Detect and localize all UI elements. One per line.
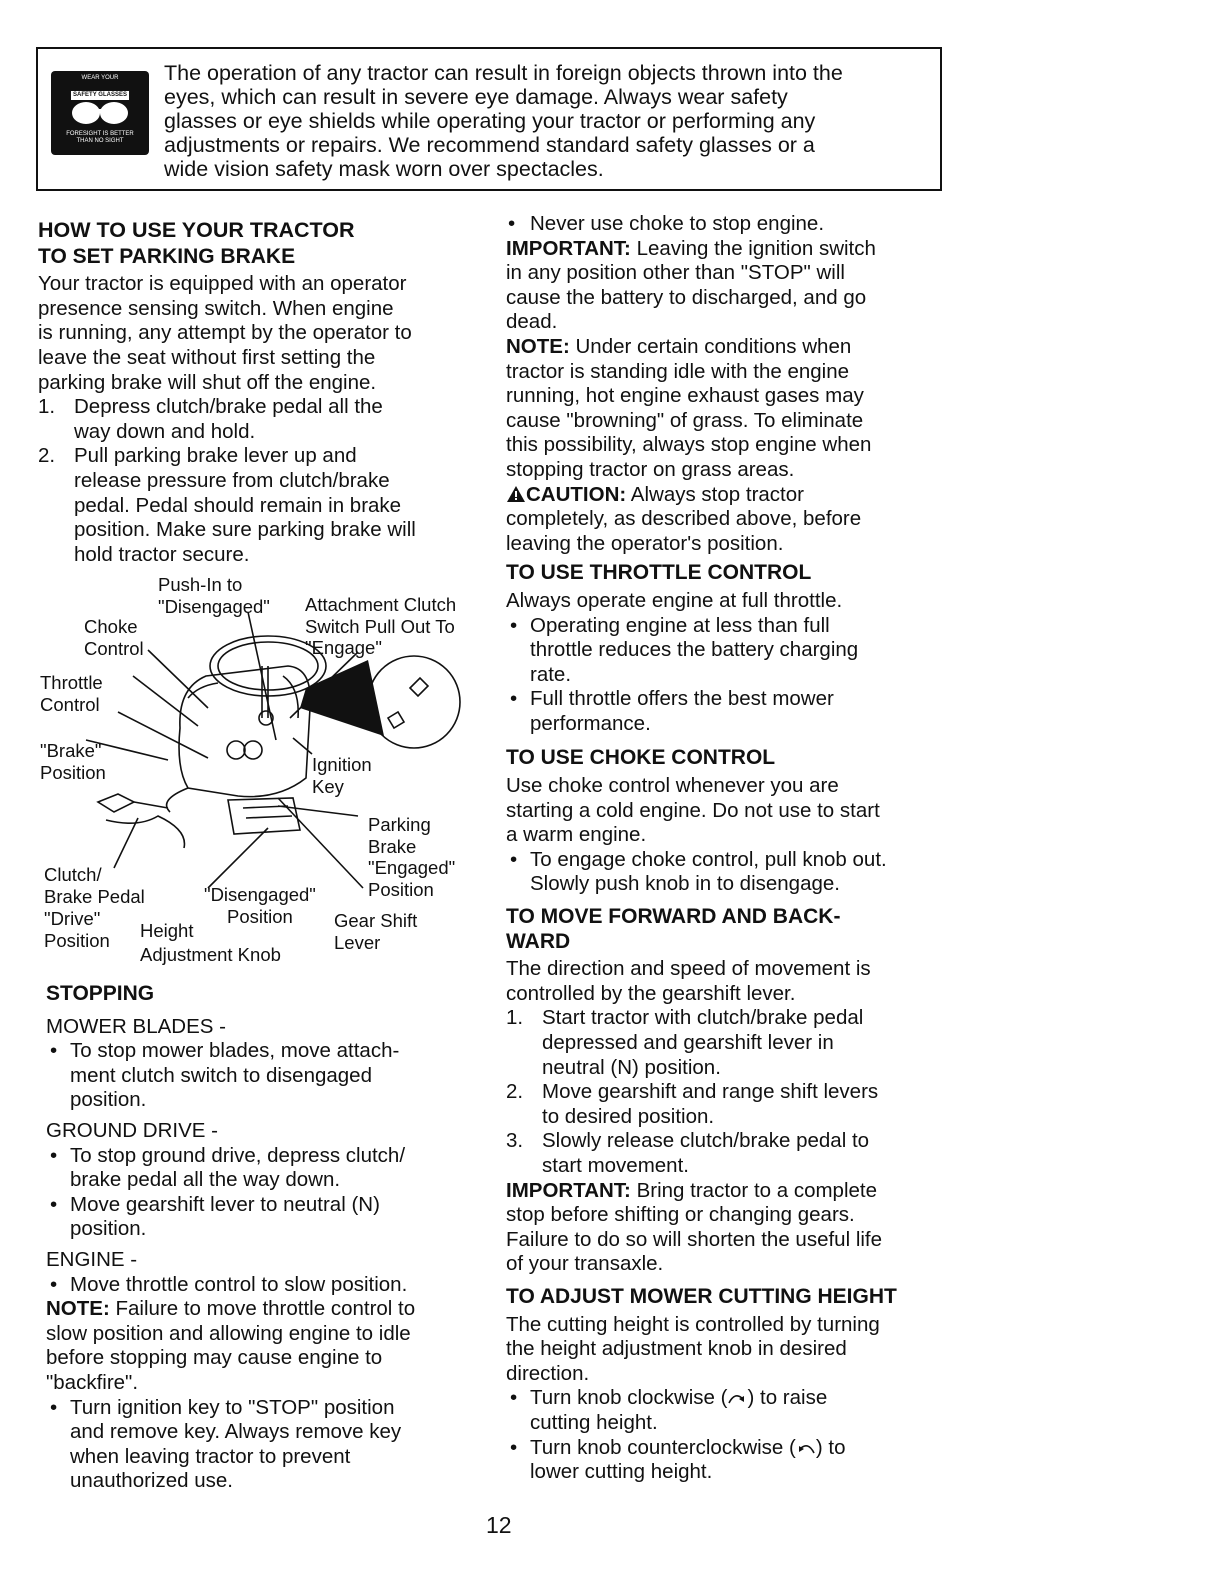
list-item: • Move gearshift lever to neutral (N) position.	[50, 1192, 380, 1241]
stopping-heading: STOPPING	[46, 982, 155, 1005]
list-item: • To stop ground drive, depress clutch/ brake pedal all the way down.	[50, 1143, 406, 1192]
parking-step-2: 2. Pull parking brake lever up and release pressure from clutch/brake pedal. Pedal should remain in brake position. Make sure parking brake will hold tractor secure.	[38, 444, 416, 566]
warning-triangle-icon	[506, 485, 526, 503]
stopping-section: STOPPING MOWER BLADES - • To stop mower blades, move attach- ment clutch switch to disengaged position. GROUND DRIVE - • To stop ground drive, depress clutch/ brake pedal all the way down. • Move gearshift lever to neutral (N) position. ENGINE - • Move throttle control to slow position. NOTE: Failure to move throttle control to slow position and allowing engine to idle before stopping may cause engine to "backfire". • Turn ignition key to "STOP" position and remove key. Always remove key when leaving tractor to prevent unauthorized use.	[46, 982, 486, 1494]
move-step-1: 1. Start tractor with clutch/brake pedal depressed and gearshift lever in neutral (N) position.	[506, 1006, 864, 1079]
safety-warning-box	[36, 47, 942, 191]
safety-glasses-icon: WEAR YOUR SAFETY GLASSES FORESIGHT IS BETTER THAN NO SIGHT	[51, 71, 149, 155]
move-step-2: 2. Move gearshift and range shift levers to desired position.	[506, 1080, 879, 1128]
list-item: • Move throttle control to slow position.	[50, 1272, 408, 1296]
move-heading: TO MOVE FORWARD AND BACK- WARD	[506, 905, 841, 953]
list-item: • Never use choke to stop engine.	[508, 212, 825, 235]
height-heading: TO ADJUST MOWER CUTTING HEIGHT	[506, 1284, 897, 1308]
list-item: • Operating engine at less than full throttle reduces the battery charging rate.	[510, 613, 859, 686]
important-note-1: IMPORTANT: Leaving the ignition switch in any position other than "STOP" will cause the battery to discharged, and go dead.	[506, 236, 876, 334]
list-item: • To stop mower blades, move attach- ment clutch switch to disengaged position.	[50, 1039, 400, 1112]
counterclockwise-arrow-icon	[796, 1441, 816, 1457]
warning-text: The operation of any tractor can result in foreign objects thrown into the eyes, which can result in severe eye damage. Always wear safety glasses or eye shields while operating your tractor or performing any adjustments or repairs. We recommend standard safety glasses or a wide vision safety mask worn over spectacles.	[164, 61, 843, 181]
list-item: • Full throttle offers the best mower performance.	[510, 687, 834, 735]
parking-intro: Your tractor is equipped with an operator presence sensing switch. When engine is running, any attempt by the operator to leave the seat without first setting the parking brake will shut off the engine.	[38, 272, 412, 394]
move-step-3: 3. Slowly release clutch/brake pedal to start movement.	[506, 1129, 870, 1177]
page-number: 12	[486, 1512, 512, 1538]
list-item: • Turn knob counterclockwise ( ) to lower cutting height.	[510, 1435, 846, 1484]
right-column: • Never use choke to stop engine. IMPORTANT: Leaving the ignition switch in any position other than "STOP" will cause the battery to discharged, and go dead. NOTE: Under certain conditions when tractor is standing idle with the engine running, hot engine exhaust gases may cause "browning" of grass. To eliminate this possibility, always stop engine when stopping tractor on grass areas. CAUTION: Always stop tractor completely, as described above, before leaving the operator's position. TO USE THROTTLE CONTROL Always operate engine at full throttle. • Operating engine at less than full throttle reduces the battery charging rate. • Full throttle offers the best mower performance. TO USE CHOKE CONTROL Use choke control whenever you are starting a cold engine. Do not use to start a warm engine. • To engage choke control, pull knob out. Slowly push knob in to disengage. TO MOVE FORWARD AND BACK- WARD The direction and speed of movement is controlled by the gearshift lever. 1. Start tractor with clutch/brake pedal depressed and gearshift lever in neutral (N) position. 2. Move gearshift and range shift levers to desired position. 3. Slowly release clutch/brake pedal to start movement. IMPORTANT: Bring tractor to a complete stop before shifting or changing gears. Failure to do so will shorten the useful life of your transaxle. TO ADJUST MOWER CUTTING HEIGHT The cutting height is controlled by turning the height adjustment knob in desired direction. • Turn knob clockwise ( ) to raise cutting height. • Turn knob counterclockwise ( ) to lower cutting height.	[506, 212, 954, 1485]
list-item: • Turn ignition key to "STOP" position and remove key. Always remove key when leaving tractor to prevent unauthorized use.	[50, 1395, 402, 1493]
tractor-controls-diagram: Push-In to "Disengaged" Attachment Clutch Switch Pull Out To "Engage" Choke Control Throttle Control "Brake" Position Ignition Key Parking Brake "Engaged" Position Clutch/ Brake Pedal "Drive" Position "Disengaged" Position Height Adjustment Knob Gear Shift Lever	[38, 568, 488, 978]
parking-heading: TO SET PARKING BRAKE	[38, 244, 296, 268]
list-item: • Turn knob clockwise ( ) to raise cutting height.	[510, 1386, 828, 1434]
caution-note: CAUTION: Always stop tractor completely, as described above, before leaving the operator's position.	[506, 482, 862, 555]
throttle-heading: TO USE THROTTLE CONTROL	[506, 561, 812, 585]
parking-step-1: 1. Depress clutch/brake pedal all the way down and hold.	[38, 395, 383, 443]
section-title: HOW TO USE YOUR TRACTOR	[38, 218, 355, 242]
stopping-note: NOTE: Failure to move throttle control to slow position and allowing engine to idle before stopping may cause engine to "backfire".	[46, 1297, 416, 1394]
note-browning: NOTE: Under certain conditions when tractor is standing idle with the engine running, hot engine exhaust gases may cause "browning" of grass. To eliminate this possibility, always stop engine when stopping tractor on grass areas.	[506, 334, 872, 481]
list-item: • To engage choke control, pull knob out. Slowly push knob in to disengage.	[510, 847, 887, 896]
important-note-2: IMPORTANT: Bring tractor to a complete stop before shifting or changing gears. Failure to do so will shorten the useful life of your transaxle.	[506, 1178, 883, 1276]
left-column-top	[38, 218, 478, 567]
choke-heading: TO USE CHOKE CONTROL	[506, 746, 776, 770]
clockwise-arrow-icon	[727, 1391, 747, 1407]
